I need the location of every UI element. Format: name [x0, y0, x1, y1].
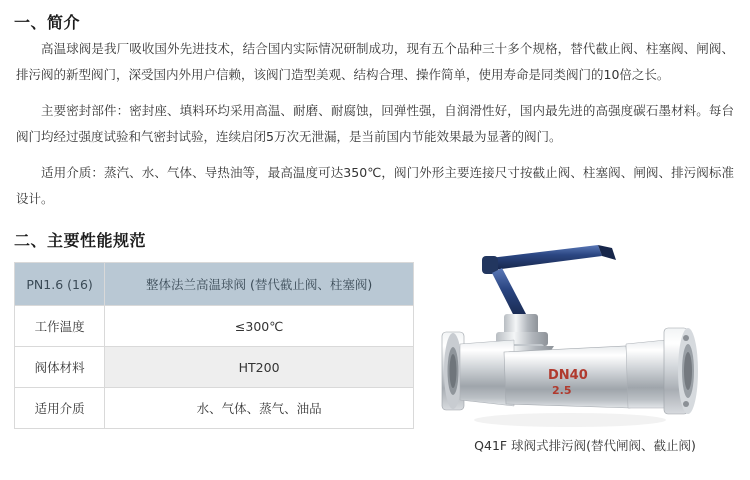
- body-marking-dn: DN40: [548, 368, 588, 383]
- valve-stem: [492, 268, 526, 320]
- table-cell-label: PN1.6 (16): [15, 263, 105, 306]
- section-intro-heading: 一、简介: [14, 13, 81, 32]
- table-cell-value: 水、气体、蒸气、油品: [105, 388, 414, 429]
- specifications-table: [14, 262, 414, 429]
- intro-text-block: [16, 36, 734, 222]
- valve-body: [504, 346, 630, 408]
- intro-paragraph: 主要密封部件：密封座、填料环均采用高温、耐磨、耐腐蚀，回弹性强，自润滑性好，国内最先进的高强度碳石墨材料。每台阀门均经过强度试验和气密封试验，连续启闭5万次无泄漏，是当前国内节能效果最为显著的阀门。: [16, 103, 734, 144]
- product-caption: Q41F 球阀式排污阀(替代闸阀、截止阀): [474, 438, 696, 453]
- table-cell-label: 阀体材料: [15, 347, 105, 388]
- table-cell-label: 工作温度: [15, 306, 105, 347]
- table-cell-value: 整体法兰高温球阀 (替代截止阀、柱塞阀): [105, 263, 414, 306]
- table-row: [15, 347, 414, 388]
- table-cell-label: 适用介质: [15, 388, 105, 429]
- table-cell-value: ≤300℃: [105, 306, 414, 347]
- table-row: [15, 306, 414, 347]
- table-row: [15, 263, 414, 306]
- table-cell-value: HT200: [105, 347, 414, 388]
- table-row: [15, 388, 414, 429]
- intro-paragraph: 适用介质：蒸汽、水、气体、导热油等，最高温度可达350℃，阀门外形主要连接尺寸按截止阀、柱塞阀、闸阀、排污阀标准设计。: [16, 165, 734, 206]
- ball-valve-illustration: [430, 240, 740, 435]
- valve-flange-right: [664, 328, 698, 414]
- product-image-block: [430, 240, 740, 460]
- body-marking-pn: 2.5: [552, 384, 572, 397]
- intro-paragraph: 高温球阀是我厂吸收国外先进技术，结合国内实际情况研制成功，现有五个品种三十多个规格，替代截止阀、柱塞阀、闸阀、排污阀的新型阀门，深受国内外用户信赖，该阀门造型美观、结构合理、操作简单，使用寿命是同类阀门的10倍之长。: [16, 41, 734, 82]
- section-specs-heading: 二、主要性能规范: [14, 231, 147, 250]
